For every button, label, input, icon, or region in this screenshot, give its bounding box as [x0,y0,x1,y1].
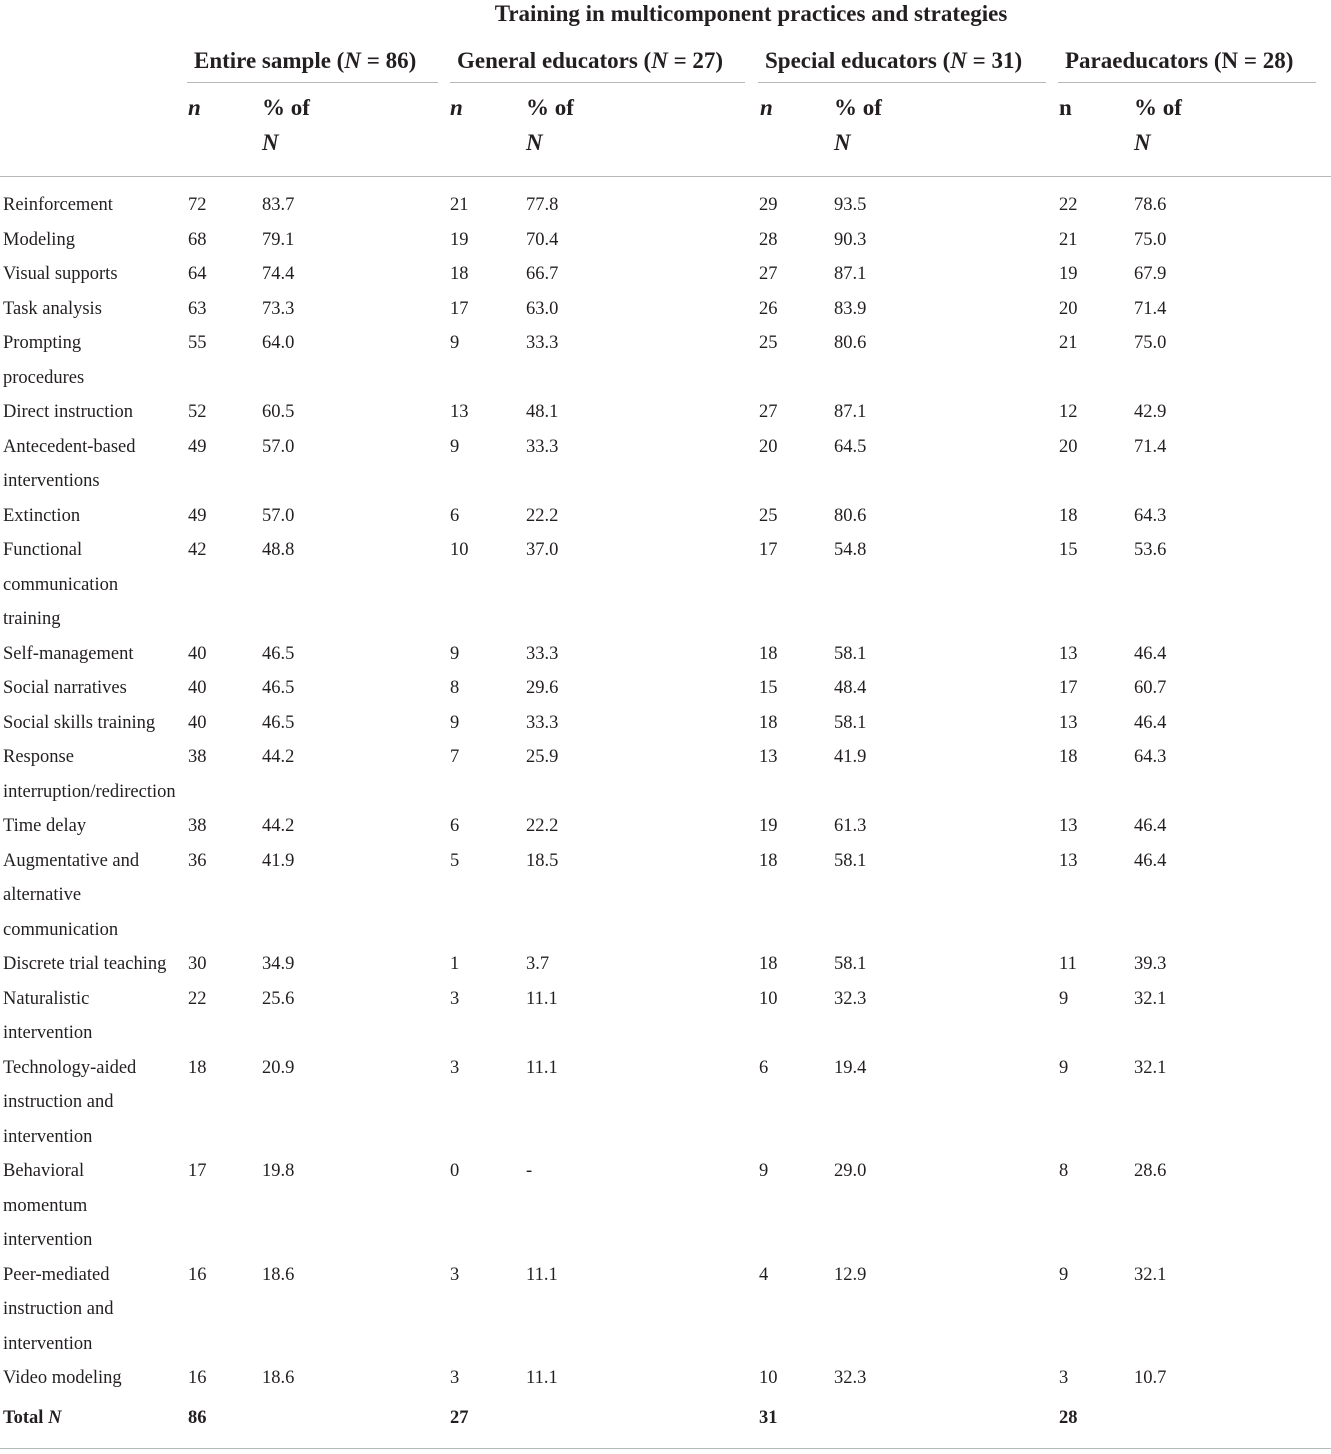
cell-general-pct: - [526,1161,533,1181]
cell-para-pct: 10.7 [1134,1368,1167,1388]
cell-special-n: 27 [759,264,778,284]
cell-entire-n: 55 [188,333,207,353]
cell-general-n: 3 [450,1264,460,1285]
total-entire: 86 [188,1408,207,1428]
row-label: Behavioral momentum intervention [3,1161,93,1250]
cell-entire-pct: 79.1 [262,229,295,250]
cell-general-pct: 25.9 [526,747,559,767]
cell-general-pct: 37.0 [526,540,559,560]
cell-special-pct: 64.5 [834,436,867,457]
cell-special-n: 13 [759,747,778,767]
cell-entire-pct: 19.8 [262,1161,295,1181]
cell-para-pct: 46.4 [1134,850,1167,871]
cell-special-pct: 29.0 [834,1161,867,1181]
cell-para-n: 9 [1059,988,1069,1009]
cell-general-pct: 63.0 [526,298,559,319]
cell-special-n: 10 [759,988,778,1009]
cell-para-n: 19 [1059,264,1078,284]
cell-general-pct: 11.1 [526,988,558,1009]
cell-entire-pct: 46.5 [262,712,295,733]
group-header-paraeducators: Paraeducators (N = 28) [1065,48,1294,73]
cell-para-n: 18 [1059,505,1078,526]
row-label: Self-management [3,643,134,664]
cell-entire-n: 30 [188,954,207,974]
group-header-special-educators: Special educators (N = 31) [765,48,1023,73]
cell-general-n: 5 [450,850,460,871]
cell-general-pct: 66.7 [526,264,559,284]
cell-entire-n: 68 [188,229,207,250]
cell-para-pct: 64.3 [1134,747,1167,767]
cell-general-n: 3 [450,988,460,1009]
cell-general-n: 3 [450,1368,460,1388]
cell-entire-pct: 46.5 [262,643,295,664]
cell-entire-n: 16 [188,1368,207,1388]
cell-special-pct: 58.1 [834,712,867,733]
cell-general-n: 13 [450,402,469,422]
cell-entire-pct: 20.9 [262,1057,295,1078]
row-label: Prompting procedures [3,333,85,388]
cell-general-pct: 22.2 [526,816,559,836]
cell-general-n: 0 [450,1161,460,1181]
cell-entire-pct: 18.6 [262,1264,295,1285]
cell-entire-pct: 46.5 [262,678,295,698]
cell-entire-n: 64 [188,264,207,284]
cell-entire-n: 38 [188,816,207,836]
cell-para-pct: 71.4 [1134,298,1167,319]
cell-entire-n: 40 [188,643,207,664]
cell-special-n: 18 [759,850,778,871]
group-header-entire-sample: Entire sample (N = 86) [194,48,417,73]
cell-entire-n: 22 [188,988,207,1009]
cell-entire-pct: 60.5 [262,402,295,422]
cell-special-n: 28 [759,229,778,250]
cell-general-pct: 33.3 [526,643,559,664]
row-label: Task analysis [3,298,102,319]
cell-general-pct: 11.1 [526,1264,558,1285]
cell-general-n: 9 [450,436,460,457]
cell-general-n: 9 [450,333,460,353]
cell-general-pct: 3.7 [526,954,550,974]
cell-para-n: 13 [1059,816,1078,836]
cell-para-pct: 28.6 [1134,1161,1167,1181]
cell-general-n: 10 [450,540,469,560]
cell-para-pct: 60.7 [1134,678,1167,698]
cell-special-n: 20 [759,436,778,457]
cell-entire-pct: 41.9 [262,850,295,871]
cell-general-pct: 33.3 [526,333,559,353]
cell-special-n: 18 [759,954,778,974]
group-rule-entire-sample [187,82,438,83]
cell-entire-pct: 57.0 [262,436,295,457]
row-label: Augmentative and alternative communication [3,850,140,940]
cell-para-n: 20 [1059,436,1078,457]
cell-para-pct: 46.4 [1134,816,1167,836]
cell-special-pct: 48.4 [834,678,867,698]
row-label: Time delay [3,816,87,836]
cell-para-n: 13 [1059,643,1078,664]
cell-special-pct: 83.9 [834,298,867,319]
subheader-n-general: n [450,95,463,120]
cell-para-pct: 64.3 [1134,505,1167,526]
cell-general-n: 7 [450,747,460,767]
cell-special-pct: 93.5 [834,195,867,215]
cell-special-pct: 90.3 [834,229,867,250]
cell-special-n: 17 [759,540,778,560]
cell-special-n: 29 [759,195,778,215]
row-label: Social narratives [3,678,127,698]
cell-general-n: 8 [450,678,460,698]
cell-para-n: 21 [1059,333,1078,353]
cell-para-n: 20 [1059,298,1078,319]
cell-entire-pct: 83.7 [262,195,295,215]
cell-special-n: 25 [759,505,778,526]
cell-entire-n: 16 [188,1264,207,1285]
cell-special-pct: 58.1 [834,954,867,974]
cell-general-n: 6 [450,505,460,526]
cell-general-pct: 11.1 [526,1368,558,1388]
cell-entire-n: 52 [188,402,207,422]
cell-para-n: 17 [1059,678,1078,698]
cell-para-n: 13 [1059,850,1078,871]
cell-para-n: 3 [1059,1368,1069,1388]
cell-special-pct: 54.8 [834,540,867,560]
cell-special-n: 27 [759,402,778,422]
group-rule-special-educators [758,82,1046,83]
cell-entire-pct: 44.2 [262,816,295,836]
cell-general-n: 1 [450,954,460,974]
cell-para-n: 22 [1059,195,1078,215]
bottom-rule [0,1448,1331,1449]
cell-general-n: 9 [450,712,460,733]
cell-entire-n: 63 [188,298,207,319]
cell-general-pct: 70.4 [526,229,559,250]
cell-special-n: 15 [759,678,778,698]
cell-para-pct: 32.1 [1134,988,1167,1009]
row-label: Functional communication training [3,540,119,629]
cell-entire-pct: 74.4 [262,264,295,284]
cell-special-pct: 80.6 [834,333,867,353]
cell-para-n: 9 [1059,1264,1069,1285]
cell-special-pct: 61.3 [834,816,867,836]
cell-entire-pct: 73.3 [262,298,295,319]
cell-special-n: 19 [759,816,778,836]
total-general: 27 [450,1408,469,1428]
cell-para-pct: 67.9 [1134,264,1167,284]
cell-entire-n: 72 [188,195,207,215]
cell-special-pct: 87.1 [834,402,867,422]
cell-general-pct: 77.8 [526,195,559,215]
table-title: Training in multicomponent practices and strategies [494,1,1008,26]
cell-para-n: 11 [1059,954,1077,974]
cell-general-pct: 33.3 [526,436,559,457]
cell-para-n: 8 [1059,1161,1069,1181]
cell-entire-n: 49 [188,505,207,526]
total-label: Total N [3,1408,62,1428]
row-label: Modeling [3,229,75,250]
group-rule-paraeducators [1058,82,1316,83]
row-label: Visual supports [3,264,118,284]
cell-special-pct: 19.4 [834,1057,867,1078]
subheader-pct-para: % of N [1134,95,1182,155]
row-label: Technology-aided instruction and intervention [3,1057,137,1147]
subheader-pct-general: % of N [526,95,574,155]
cell-special-n: 26 [759,298,778,319]
cell-general-pct: 11.1 [526,1057,558,1078]
cell-para-n: 15 [1059,540,1078,560]
cell-entire-n: 40 [188,678,207,698]
cell-special-pct: 58.1 [834,850,867,871]
cell-general-pct: 29.6 [526,678,559,698]
cell-entire-n: 17 [188,1161,207,1181]
cell-special-n: 9 [759,1161,769,1181]
cell-special-pct: 58.1 [834,643,867,664]
subheader-pct-entire: % of N [262,95,310,155]
cell-para-pct: 42.9 [1134,402,1167,422]
row-label: Social skills training [3,712,156,733]
subheader-n-special: n [760,95,773,120]
group-rule-general-educators [450,82,745,83]
cell-general-n: 21 [450,195,469,215]
cell-entire-n: 49 [188,436,207,457]
cell-para-n: 21 [1059,229,1078,250]
cell-entire-pct: 25.6 [262,988,295,1009]
row-label: Peer-mediated instruction and intervention [3,1264,114,1354]
total-special: 31 [759,1408,778,1428]
cell-special-pct: 32.3 [834,1368,867,1388]
cell-entire-n: 36 [188,850,207,871]
cell-special-n: 10 [759,1368,778,1388]
subheader-n-para: n [1059,95,1072,120]
subheader-n-entire: n [188,95,201,120]
header-rule [0,176,1331,177]
row-label: Direct instruction [3,402,133,422]
cell-entire-n: 18 [188,1057,207,1078]
row-label: Antecedent-based interventions [3,436,136,491]
cell-special-pct: 32.3 [834,988,867,1009]
cell-para-pct: 46.4 [1134,712,1167,733]
total-para: 28 [1059,1408,1078,1428]
cell-special-pct: 41.9 [834,747,867,767]
cell-entire-pct: 34.9 [262,954,295,974]
cell-para-n: 13 [1059,712,1078,733]
cell-general-n: 18 [450,264,469,284]
cell-general-pct: 22.2 [526,505,559,526]
cell-entire-pct: 64.0 [262,333,295,353]
cell-para-pct: 46.4 [1134,643,1167,664]
cell-entire-pct: 44.2 [262,747,295,767]
cell-para-pct: 32.1 [1134,1057,1167,1078]
cell-general-n: 19 [450,229,469,250]
cell-special-pct: 80.6 [834,505,867,526]
cell-general-n: 17 [450,298,469,319]
cell-para-pct: 78.6 [1134,195,1167,215]
cell-special-n: 4 [759,1264,769,1285]
cell-entire-pct: 57.0 [262,505,295,526]
cell-special-n: 6 [759,1057,769,1078]
cell-special-pct: 12.9 [834,1264,867,1285]
cell-para-pct: 75.0 [1134,229,1167,250]
cell-entire-n: 38 [188,747,207,767]
cell-para-n: 12 [1059,402,1078,422]
cell-para-n: 9 [1059,1057,1069,1078]
cell-general-pct: 48.1 [526,402,559,422]
cell-general-pct: 33.3 [526,712,559,733]
cell-para-n: 18 [1059,747,1078,767]
cell-special-n: 18 [759,643,778,664]
cell-entire-n: 42 [188,540,207,560]
cell-general-n: 6 [450,816,460,836]
cell-para-pct: 53.6 [1134,540,1167,560]
cell-general-pct: 18.5 [526,850,559,871]
cell-entire-pct: 18.6 [262,1368,295,1388]
cell-para-pct: 75.0 [1134,333,1167,353]
row-label: Naturalistic intervention [3,988,93,1043]
cell-special-n: 18 [759,712,778,733]
group-header-general-educators: General educators (N = 27) [457,48,724,73]
cell-para-pct: 71.4 [1134,436,1167,457]
cell-para-pct: 39.3 [1134,954,1167,974]
row-label: Discrete trial teaching [3,954,167,974]
cell-general-n: 3 [450,1057,460,1078]
cell-special-pct: 87.1 [834,264,867,284]
cell-entire-pct: 48.8 [262,540,295,560]
subheader-pct-special: % of N [834,95,882,155]
row-label: Reinforcement [3,195,113,215]
row-label: Video modeling [3,1368,122,1388]
row-label: Response interruption/redirection [3,747,176,802]
cell-entire-n: 40 [188,712,207,733]
cell-general-n: 9 [450,643,460,664]
row-label: Extinction [3,505,81,526]
cell-para-pct: 32.1 [1134,1264,1167,1285]
cell-special-n: 25 [759,333,778,353]
